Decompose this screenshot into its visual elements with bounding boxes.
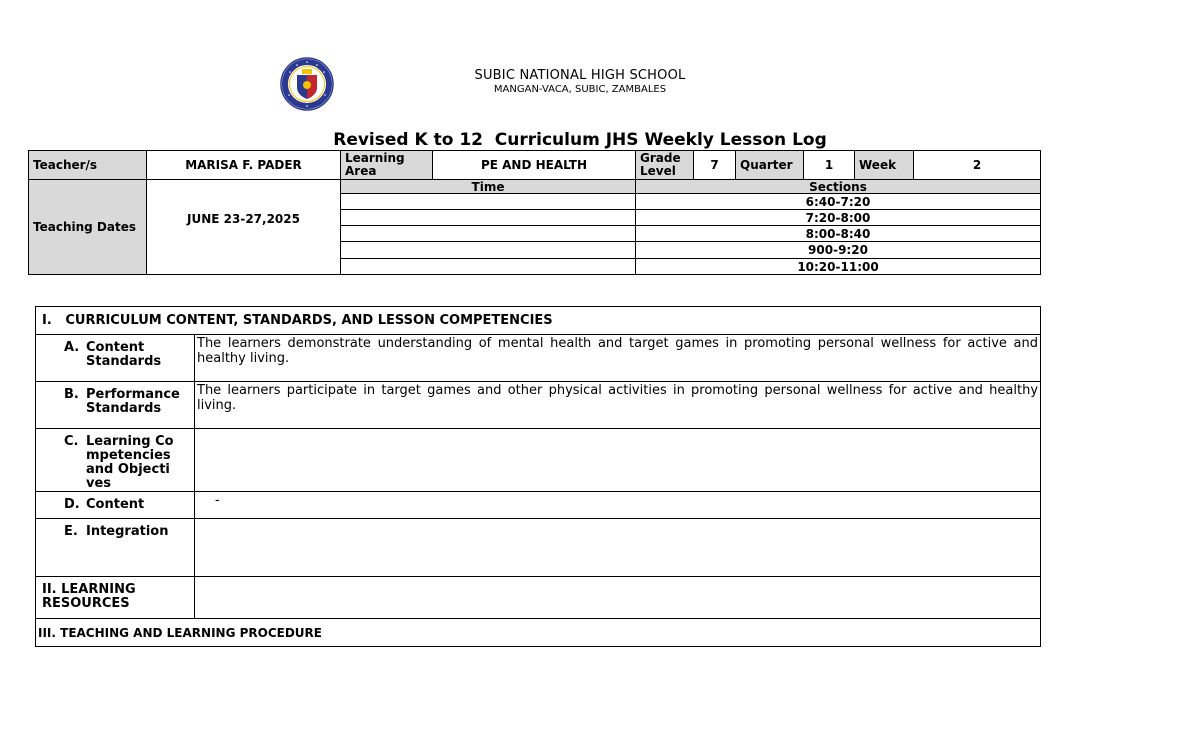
quarter-label: Quarter: [736, 151, 804, 180]
lesson-info-table: [28, 150, 1041, 275]
curriculum-item-row: [36, 519, 1041, 577]
item-label: B. Performance Standards: [36, 382, 195, 429]
schedule-section: 6:40-7:20: [636, 194, 1041, 210]
item-text: -: [195, 492, 1041, 519]
document-title: Revised K to 12 Curriculum JHS Weekly Lesson Log: [333, 130, 827, 150]
learning-area-value: PE AND HEALTH: [433, 151, 636, 180]
curriculum-item-row: [36, 492, 1041, 519]
curriculum-table: [35, 306, 1041, 647]
item-text: The learners participate in target games and other physical activities in promoting personal wellness for active and healthy living.: [195, 382, 1041, 429]
school-address: MANGAN-VACA, SUBIC, ZAMBALES: [493, 84, 667, 95]
schedule-section: 10:20-11:00: [636, 259, 1041, 275]
teacher-label: Teacher/s: [29, 151, 147, 180]
week-value: 2: [914, 151, 1041, 180]
learning-area-label: Learning Area: [341, 151, 433, 180]
item-label: A. Content Standards: [36, 335, 195, 382]
time-header: Time: [341, 180, 636, 194]
schedule-time: [341, 226, 636, 242]
schedule-section: 900-9:20: [636, 242, 1041, 259]
curriculum-item-row: [36, 429, 1041, 492]
teaching-dates-value: JUNE 23-27,2025: [147, 180, 341, 275]
curriculum-item-row: [36, 335, 1041, 382]
item-text: [195, 519, 1041, 577]
section-3-row: [36, 619, 1041, 647]
section-1-row: [36, 307, 1041, 335]
grade-level-label: Grade Level: [636, 151, 694, 180]
item-label: D. Content: [36, 492, 195, 519]
item-label: C. Learning Competencies and Objectives: [36, 429, 195, 492]
section-2-row: [36, 577, 1041, 619]
grade-level-value: 7: [694, 151, 736, 180]
section-3-title: III. TEACHING AND LEARNING PROCEDURE: [36, 619, 1041, 647]
section-2-text: [195, 577, 1041, 619]
item-label: E. Integration: [36, 519, 195, 577]
schedule-header-row: [29, 180, 1041, 194]
item-text: [195, 429, 1041, 492]
school-name: SUBIC NATIONAL HIGH SCHOOL: [474, 68, 686, 83]
deped-seal-logo: [280, 57, 334, 111]
schedule-time: [341, 210, 636, 226]
item-text: The learners demonstrate understanding of mental health and target games in promoting personal wellness for active and healthy living.: [195, 335, 1041, 382]
schedule-section: 7:20-8:00: [636, 210, 1041, 226]
curriculum-item-row: [36, 382, 1041, 429]
teacher-value: MARISA F. PADER: [147, 151, 341, 180]
schedule-time: [341, 242, 636, 259]
section-1-title: I. CURRICULUM CONTENT, STANDARDS, AND LESSON COMPETENCIES: [36, 307, 1041, 335]
schedule-time: [341, 259, 636, 275]
info-row: [29, 151, 1041, 180]
schedule-section: 8:00-8:40: [636, 226, 1041, 242]
schedule-time: [341, 194, 636, 210]
week-label: Week: [855, 151, 914, 180]
teaching-dates-label: Teaching Dates: [29, 180, 147, 275]
section-2-title: II. LEARNING RESOURCES: [36, 577, 195, 619]
sections-header: Sections: [636, 180, 1041, 194]
quarter-value: 1: [804, 151, 855, 180]
